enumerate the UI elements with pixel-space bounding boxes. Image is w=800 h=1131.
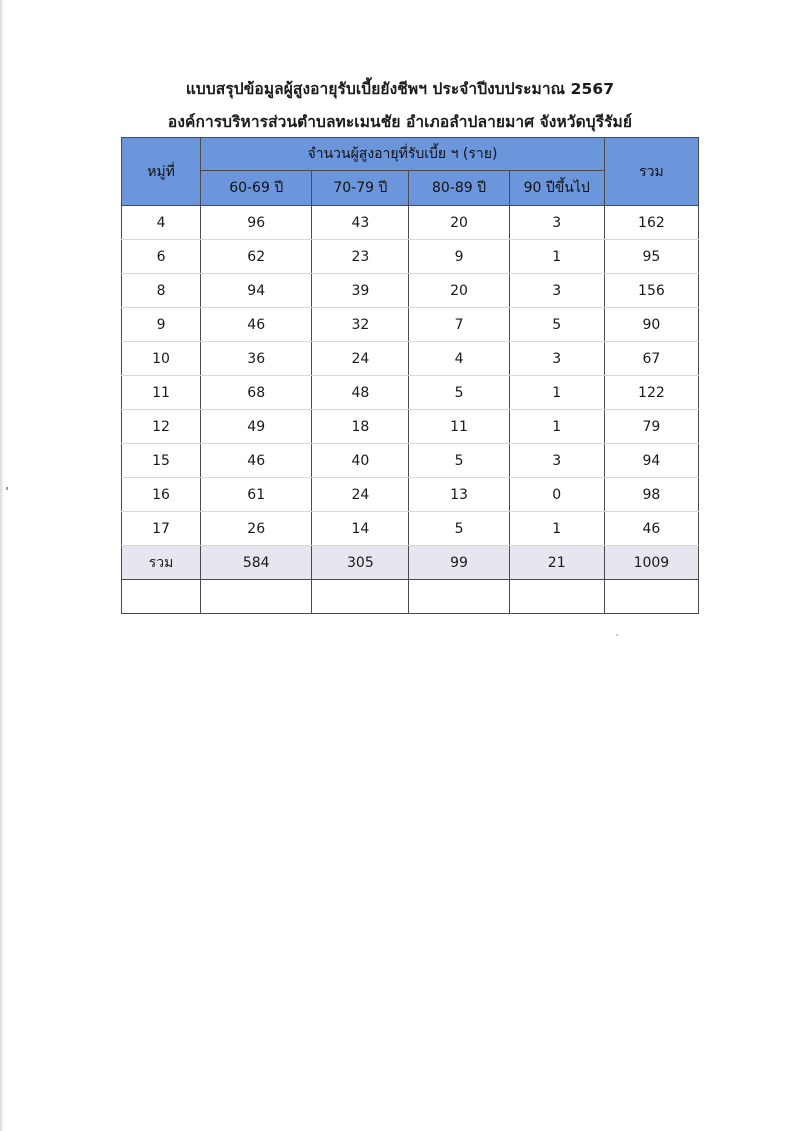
elderly-allowance-summary-table	[121, 137, 699, 614]
scan-page-edge	[0, 0, 4, 1131]
age-90-plus-cell: 3	[509, 274, 604, 308]
table-row	[122, 308, 699, 342]
age-90-plus-cell: 3	[509, 444, 604, 478]
age-70-79-cell: 39	[312, 274, 409, 308]
row-total-cell: 122	[604, 376, 698, 410]
header-age-80-89: 80-89 ปี	[409, 171, 509, 206]
age-80-89-cell: 20	[409, 274, 509, 308]
age-70-79-cell: 18	[312, 410, 409, 444]
table-row	[122, 376, 699, 410]
village-cell: 12	[122, 410, 201, 444]
age-90-plus-cell: 1	[509, 512, 604, 546]
document-subtitle: องค์การบริหารส่วนตำบลทะเมนชัย อำเภอลำปลายมาศ จังหวัดบุรีรัมย์	[167, 113, 633, 131]
age-90-plus-cell: 3	[509, 342, 604, 376]
age-80-89-cell: 11	[409, 410, 509, 444]
empty-cell	[509, 580, 604, 614]
age-70-79-cell: 24	[312, 342, 409, 376]
table-row	[122, 274, 699, 308]
age-70-79-cell: 40	[312, 444, 409, 478]
row-total-cell: 79	[604, 410, 698, 444]
village-cell: 11	[122, 376, 201, 410]
empty-cell	[201, 580, 312, 614]
empty-cell	[604, 580, 698, 614]
age-90-plus-cell: 1	[509, 376, 604, 410]
row-total-cell: 95	[604, 240, 698, 274]
age-90-plus-cell: 3	[509, 206, 604, 240]
village-cell: 6	[122, 240, 201, 274]
age-60-69-cell: 62	[201, 240, 312, 274]
village-cell: 9	[122, 308, 201, 342]
table-row	[122, 444, 699, 478]
empty-cell	[409, 580, 509, 614]
age-80-89-cell: 5	[409, 444, 509, 478]
age-90-plus-cell: 5	[509, 308, 604, 342]
age-70-79-cell: 23	[312, 240, 409, 274]
age-80-89-cell: 5	[409, 376, 509, 410]
age-60-69-cell: 94	[201, 274, 312, 308]
totals-label: รวม	[122, 546, 201, 580]
row-total-cell: 98	[604, 478, 698, 512]
row-total-cell: 46	[604, 512, 698, 546]
age-80-89-cell: 7	[409, 308, 509, 342]
age-80-89-cell: 13	[409, 478, 509, 512]
totals-cell: 584	[201, 546, 312, 580]
row-total-cell: 67	[604, 342, 698, 376]
age-70-79-cell: 14	[312, 512, 409, 546]
empty-row	[122, 580, 699, 614]
village-cell: 10	[122, 342, 201, 376]
totals-grand-total: 1009	[604, 546, 698, 580]
age-60-69-cell: 96	[201, 206, 312, 240]
age-60-69-cell: 49	[201, 410, 312, 444]
village-cell: 8	[122, 274, 201, 308]
table-row	[122, 410, 699, 444]
document-title: แบบสรุปข้อมูลผู้สูงอายุรับเบี้ยยังชีพฯ ประจำปีงบประมาณ 2567	[185, 80, 615, 98]
row-total-cell: 156	[604, 274, 698, 308]
header-age-70-79: 70-79 ปี	[312, 171, 409, 206]
age-70-79-cell: 32	[312, 308, 409, 342]
age-90-plus-cell: 1	[509, 410, 604, 444]
empty-cell	[312, 580, 409, 614]
age-80-89-cell: 4	[409, 342, 509, 376]
age-60-69-cell: 46	[201, 444, 312, 478]
table-row	[122, 342, 699, 376]
totals-cell: 305	[312, 546, 409, 580]
age-60-69-cell: 68	[201, 376, 312, 410]
age-70-79-cell: 24	[312, 478, 409, 512]
header-total: รวม	[604, 138, 698, 206]
age-60-69-cell: 36	[201, 342, 312, 376]
table-row	[122, 240, 699, 274]
table-row	[122, 478, 699, 512]
age-90-plus-cell: 0	[509, 478, 604, 512]
header-village: หมู่ที่	[122, 138, 201, 206]
village-cell: 17	[122, 512, 201, 546]
totals-row	[122, 546, 699, 580]
row-total-cell: 162	[604, 206, 698, 240]
age-80-89-cell: 20	[409, 206, 509, 240]
header-age-60-69: 60-69 ปี	[201, 171, 312, 206]
table-row	[122, 512, 699, 546]
row-total-cell: 90	[604, 308, 698, 342]
totals-cell: 21	[509, 546, 604, 580]
village-cell: 4	[122, 206, 201, 240]
header-age-group: จำนวนผู้สูงอายุที่รับเบี้ย ฯ (ราย)	[201, 138, 605, 171]
age-70-79-cell: 48	[312, 376, 409, 410]
header-age-90-plus: 90 ปีขึ้นไป	[509, 171, 604, 206]
age-60-69-cell: 26	[201, 512, 312, 546]
totals-cell: 99	[409, 546, 509, 580]
age-80-89-cell: 5	[409, 512, 509, 546]
village-cell: 16	[122, 478, 201, 512]
age-70-79-cell: 43	[312, 206, 409, 240]
scan-speck	[6, 487, 8, 490]
age-80-89-cell: 9	[409, 240, 509, 274]
age-90-plus-cell: 1	[509, 240, 604, 274]
village-cell: 15	[122, 444, 201, 478]
empty-cell	[122, 580, 201, 614]
scan-speck	[616, 634, 618, 636]
age-60-69-cell: 61	[201, 478, 312, 512]
row-total-cell: 94	[604, 444, 698, 478]
age-60-69-cell: 46	[201, 308, 312, 342]
table-row	[122, 206, 699, 240]
